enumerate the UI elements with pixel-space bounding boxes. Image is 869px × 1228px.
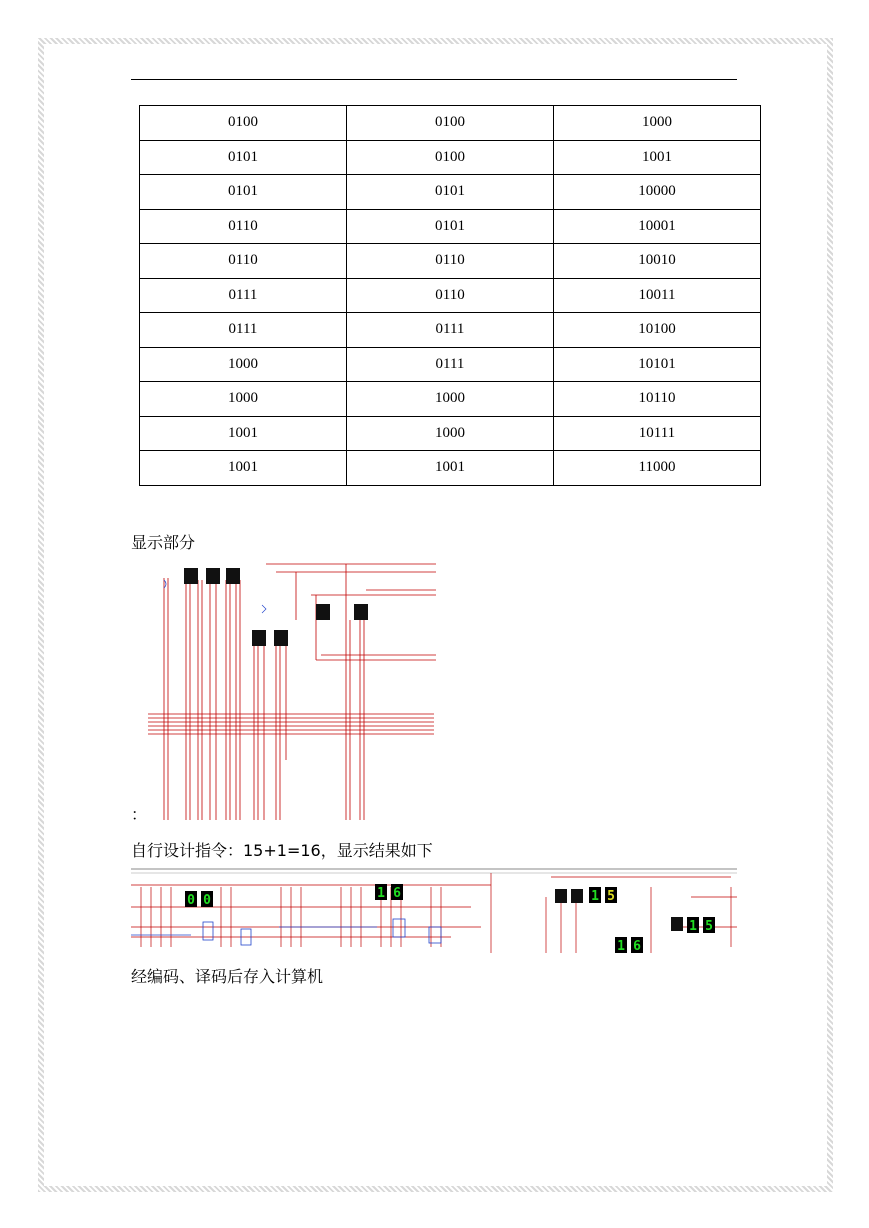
table-cell: 10011 xyxy=(554,278,761,313)
table-cell: 11000 xyxy=(554,451,761,486)
table-cell: 0100 xyxy=(347,106,554,141)
digit-left-2: 0 xyxy=(203,893,211,908)
table-cell: 0110 xyxy=(347,244,554,279)
table-cell: 1001 xyxy=(140,451,347,486)
table-cell: 0110 xyxy=(140,244,347,279)
table-cell: 0100 xyxy=(140,106,347,141)
colon-mark: ： xyxy=(131,805,148,824)
table-cell: 0100 xyxy=(347,140,554,175)
table-row xyxy=(140,347,761,382)
digit-center-2: 6 xyxy=(393,886,401,901)
table-cell: 1000 xyxy=(347,382,554,417)
table-cell: 1000 xyxy=(140,347,347,382)
table-cell: 0110 xyxy=(140,209,347,244)
table-row xyxy=(140,106,761,141)
digit-right-top-1: 1 xyxy=(591,889,599,904)
digit-left-1: 0 xyxy=(187,893,195,908)
table-cell: 1001 xyxy=(554,140,761,175)
digit-center-1: 1 xyxy=(377,886,385,901)
table-cell: 10001 xyxy=(554,209,761,244)
header-rule xyxy=(131,79,737,80)
table-cell: 1001 xyxy=(140,416,347,451)
table-cell: 1000 xyxy=(347,416,554,451)
digit-far-right-2: 5 xyxy=(705,919,713,934)
table-row xyxy=(140,244,761,279)
table-row xyxy=(140,416,761,451)
table-row xyxy=(140,140,761,175)
caption-instruction: 自行设计指令：15+1=16，显示结果如下 xyxy=(131,841,433,860)
table-cell: 0111 xyxy=(140,313,347,348)
table-cell: 0111 xyxy=(140,278,347,313)
table-cell: 10100 xyxy=(554,313,761,348)
digit-right-bottom-2: 6 xyxy=(633,939,641,953)
table-cell: 0111 xyxy=(347,313,554,348)
table-cell: 1000 xyxy=(554,106,761,141)
table-cell: 10101 xyxy=(554,347,761,382)
simulation-result-figure xyxy=(131,867,737,953)
table-cell: 0111 xyxy=(347,347,554,382)
display-circuit-figure xyxy=(146,560,436,820)
table-cell: 0110 xyxy=(347,278,554,313)
digit-right-bottom-1: 1 xyxy=(617,939,625,953)
digit-right-top-2: 5 xyxy=(607,889,615,904)
table-row xyxy=(140,313,761,348)
caption-encode: 经编码、译码后存入计算机 xyxy=(131,967,324,986)
table-cell: 1001 xyxy=(347,451,554,486)
table-cell: 10000 xyxy=(554,175,761,210)
table-cell: 10110 xyxy=(554,382,761,417)
table-cell: 10111 xyxy=(554,416,761,451)
table-row xyxy=(140,382,761,417)
table-cell: 1000 xyxy=(140,382,347,417)
table-cell: 0101 xyxy=(140,175,347,210)
table-cell: 0101 xyxy=(347,209,554,244)
table-cell: 10010 xyxy=(554,244,761,279)
table-row xyxy=(140,278,761,313)
table-row xyxy=(140,175,761,210)
table-cell: 0101 xyxy=(347,175,554,210)
section-heading-display: 显示部分 xyxy=(131,533,196,552)
table-row xyxy=(140,209,761,244)
data-table xyxy=(139,105,761,486)
digit-far-right-1: 1 xyxy=(689,919,697,934)
table-cell: 0101 xyxy=(140,140,347,175)
table-row xyxy=(140,451,761,486)
